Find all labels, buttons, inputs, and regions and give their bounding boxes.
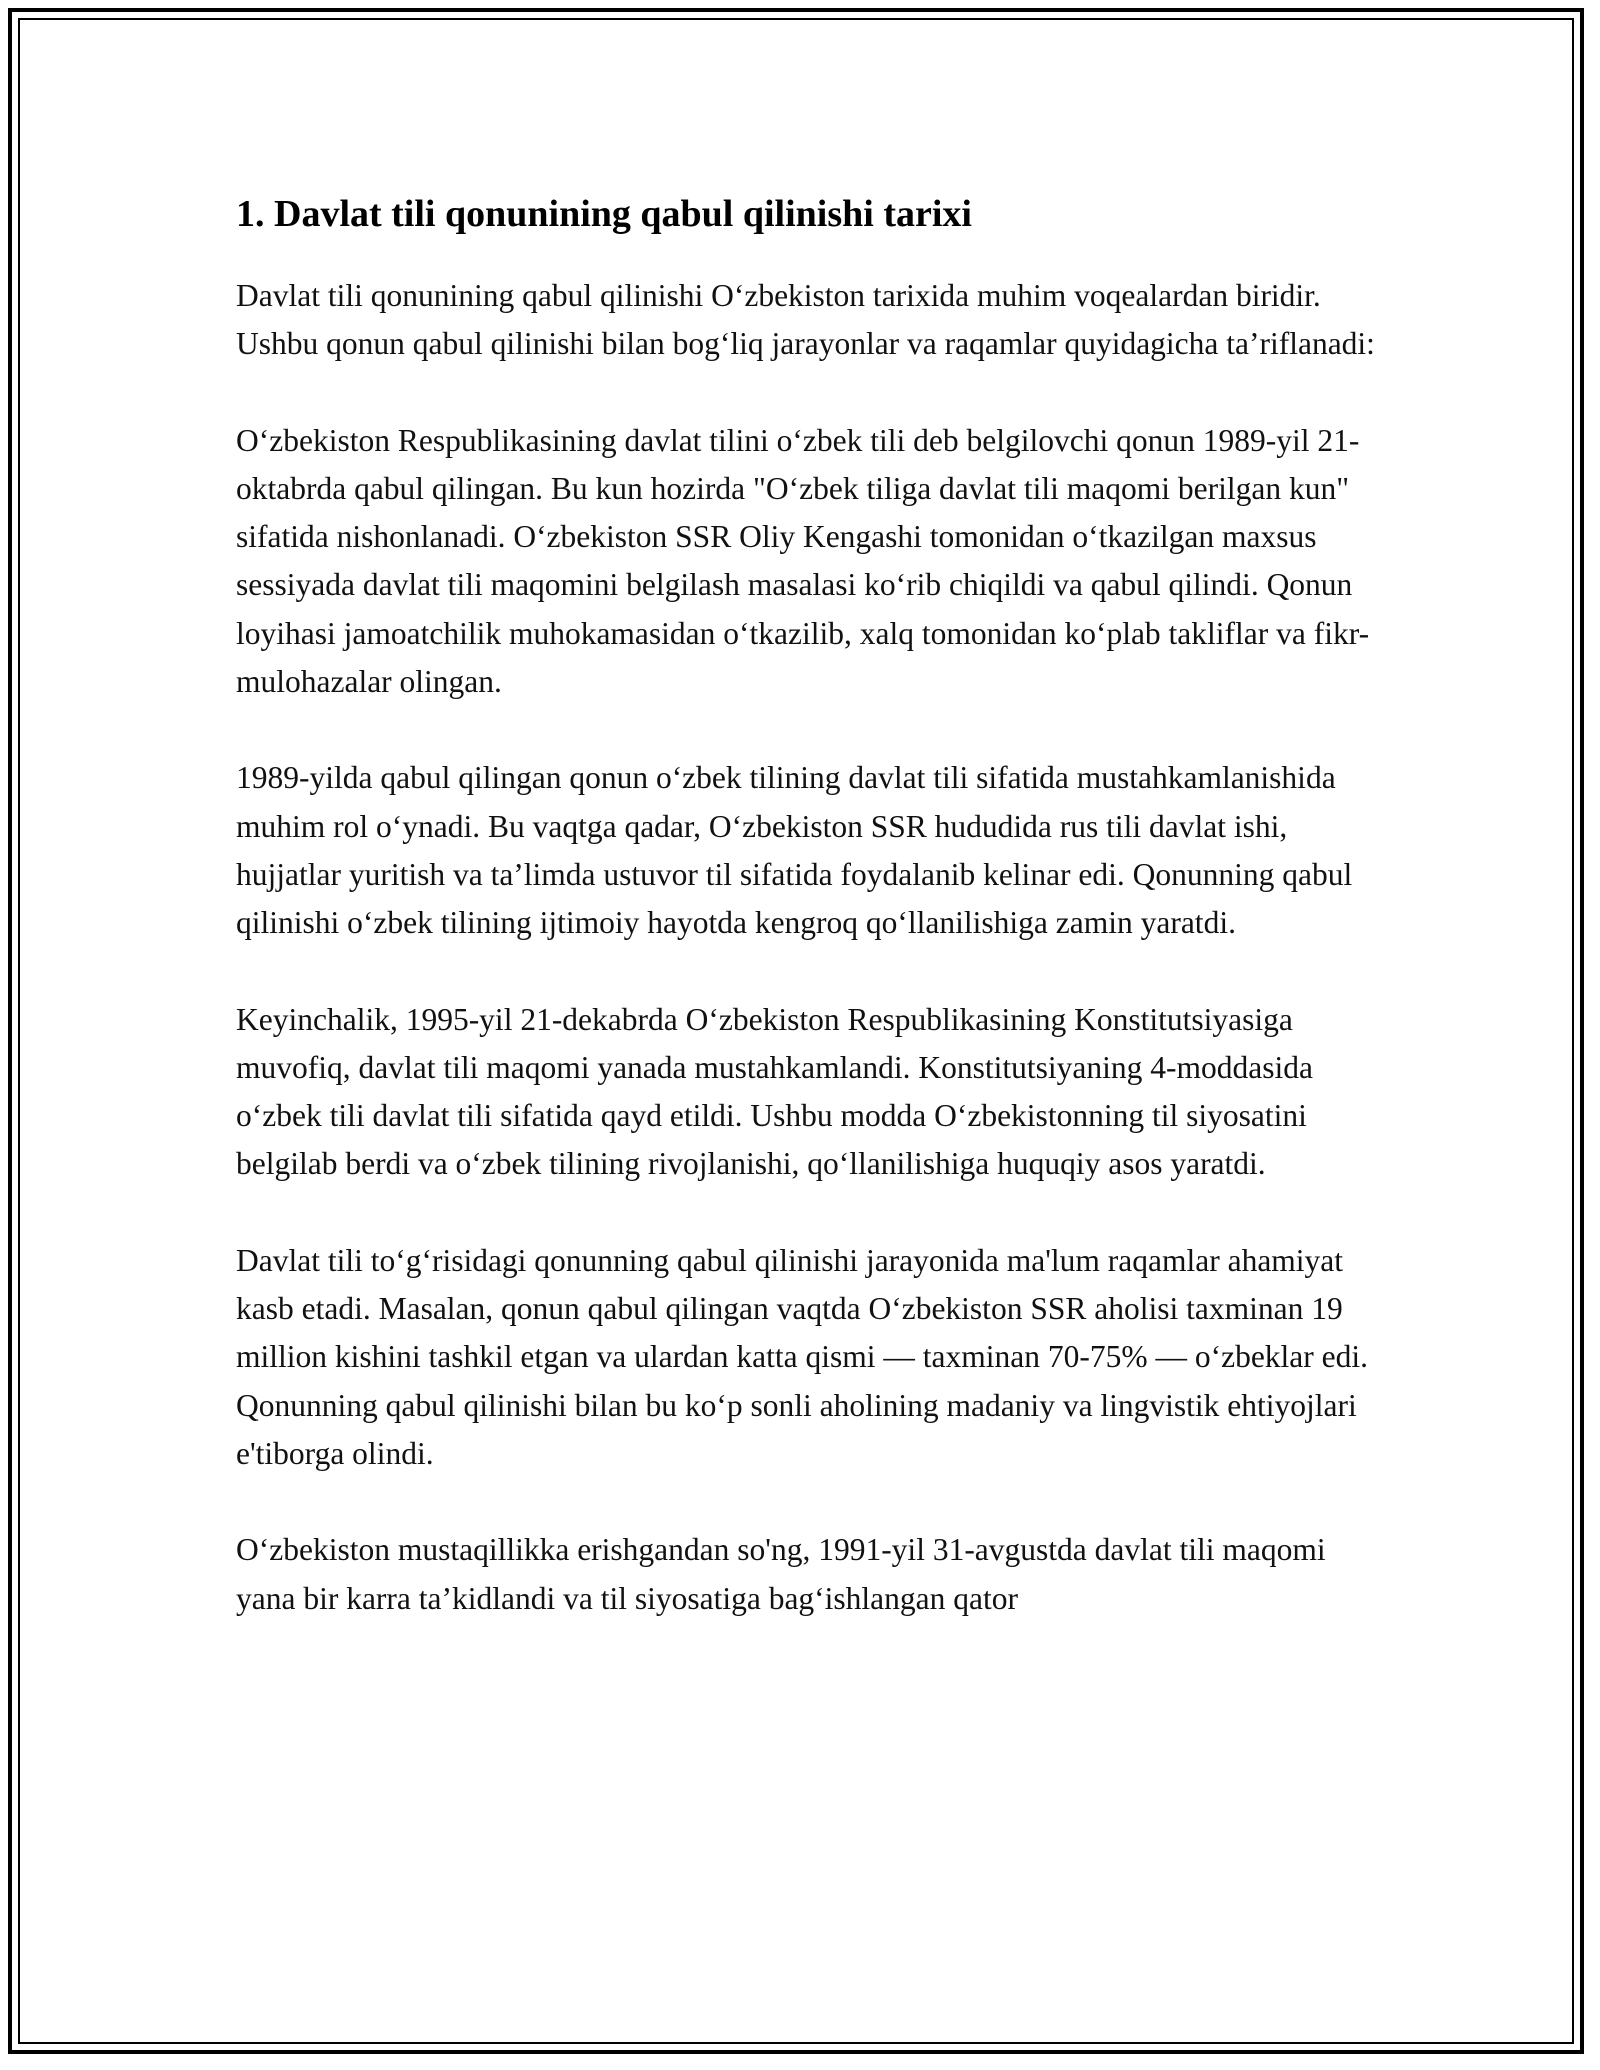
paragraph-statistics: Davlat tili to‘g‘risidagi qonunning qabul qilinishi jarayonida ma'lum raqamlar ahamiyat kasb etadi. Masalan, qonun qabul qilingan vaqtda O‘zbekiston SSR aholisi taxminan 19 million kishini tashkil etgan va ulardan katta qismi — taxminan 70-75% — o‘zbeklar edi. Qonunning qabul qilinishi bilan bu ko‘p sonli aholining madaniy va lingvistik ehtiyojlari e'tiborga olindi. [236,1242,1369,1471]
document-body [236,186,1376,1671]
paragraph-law-1989: O‘zbekiston Respublikasining davlat tilini o‘zbek tili deb belgilovchi qonun 1989-yil 21-oktabrda qabul qilingan. Bu kun hozirda "O‘zbek tiliga davlat tili maqomi berilgan kun" sifatida nishonlanadi. O‘zbekiston SSR Oliy Kengashi tomonidan o‘tkazilgan maxsus sessiyada davlat tili maqomini belgilash masalasi ko‘rib chiqildi va qabul qilindi. Qonun loyihasi jamoatchilik muhokamasidan o‘tkazilib, xalq tomonidan ko‘plab takliflar va fikr-mulohazalar olingan. [236,422,1370,700]
paragraph-constitution: Keyinchalik, 1995-yil 21-dekabrda O‘zbekiston Respublikasining Konstitutsiyasiga muvofiq, davlat tili maqomi yanada mustahkamlandi. Konstitutsiyaning 4-moddasida o‘zbek tili davlat tili sifatida qayd etildi. Ushbu modda O‘zbekistonning til siyosatini belgilab berdi va o‘zbek tilining rivojlanishi, qo‘llanilishiga huquqiy asos yaratdi. [236,1001,1313,1182]
section-heading: 1. Davlat tili qonunining qabul qilinishi tarixi [236,193,972,235]
paragraph-independence: O‘zbekiston mustaqillikka erishgandan so'ng, 1991-yil 31-avgustda davlat tili maqomi yana bir karra ta’kidlandi va til siyosatiga bag‘ishlangan qator [236,1532,1326,1616]
paragraph-intro: Davlat tili qonunining qabul qilinishi O‘zbekiston tarixida muhim voqealardan biridir. Ushbu qonun qabul qilinishi bilan bog‘liq jarayonlar va raqamlar quyidagicha ta’riflanadi: [236,278,1375,362]
paragraph-role-of-law: 1989-yilda qabul qilingan qonun o‘zbek tilining davlat tili sifatida mustahkamlanishida muhim rol o‘ynadi. Bu vaqtga qadar, O‘zbekiston SSR hududida rus tili davlat ishi, hujjatlar yuritish va ta’limda ustuvor til sifatida foydalanib kelinar edi. Qonunning qabul qilinishi o‘zbek tilining ijtimoiy hayotda kengroq qo‘llanilishiga zamin yaratdi. [236,760,1353,941]
